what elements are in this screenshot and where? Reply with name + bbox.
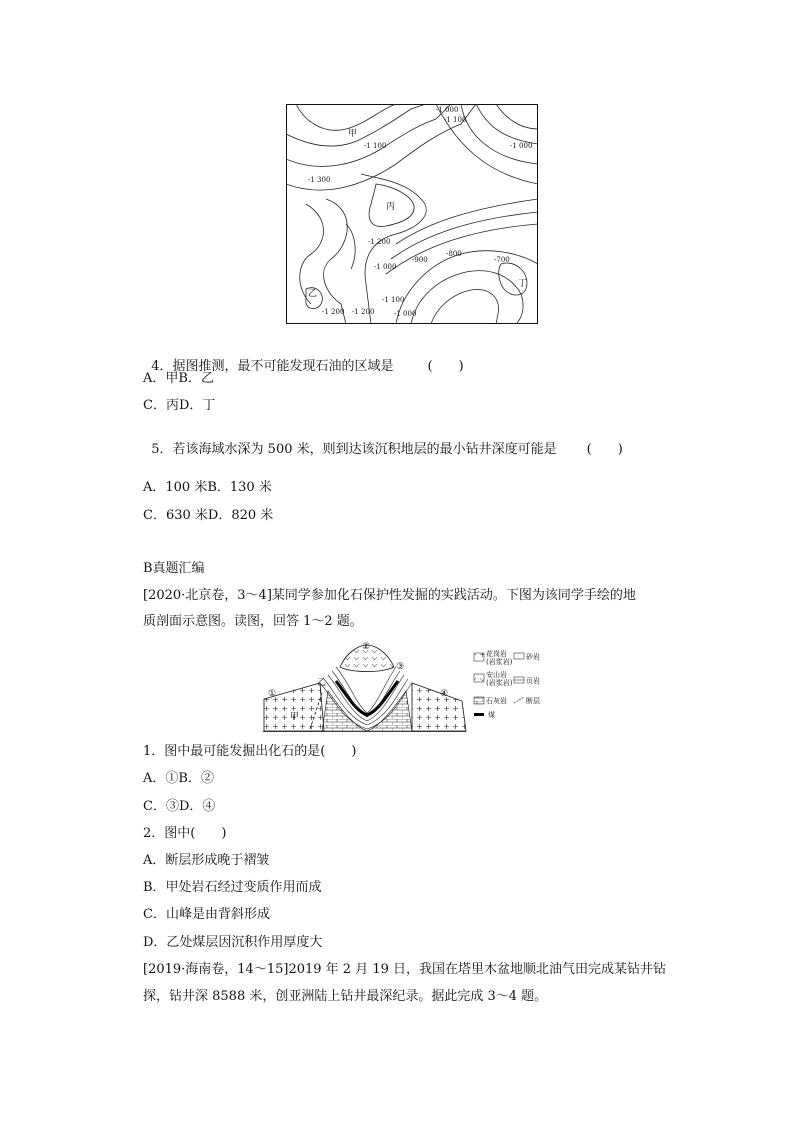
legend-sandstone: 砂岩 [526,653,540,661]
legend-granite: 花岗岩 [486,650,507,658]
place-yi: 乙 [308,289,318,299]
legend-andesite-sub: (岩浆岩) [486,679,513,687]
contour-label: -700 [494,256,510,264]
contour-label: -900 [412,256,428,264]
question-4-options-ab: A．甲B．乙 [143,371,214,386]
section-outro-line1: [2019·海南卷，14～15]2019 年 2 月 19 日，我国在塔里木盆地顺北油气田完成某钻井钻 [143,962,667,977]
point-4: ④ [440,689,449,699]
legend-andesite: 安山岩 [486,671,507,679]
question-1-options-cd: C．③D．④ [143,799,216,814]
contour-label: -800 [446,250,462,258]
question-2-option-b: B．甲处岩石经过变质作用而成 [143,880,322,895]
coal-seam [336,681,398,715]
point-3: ③ [396,662,405,672]
place-jia: 甲 [348,129,358,139]
question-2-stem: 2．图中( ) [143,826,227,841]
legend-limestone: 石灰岩 [486,697,507,705]
section-intro-line2: 质剖面示意图。读图，回答 1～2 题。 [143,614,363,629]
question-4-blank: ( ) [427,359,464,374]
contour-label: -1 300 [308,176,331,184]
contour-label: -1 200 [322,308,345,316]
place-yi-label: 乙 [317,678,327,688]
legend-coal: 煤 [488,711,495,719]
question-1-options-ab: A．①B．② [143,771,214,786]
question-5-options-ab: A．100 米B．130 米 [143,480,272,495]
question-2-option-c: C．山峰是由背斜形成 [143,907,270,922]
legend-fault: 断层 [526,697,540,705]
contour-map-figure [286,104,538,324]
question-5-blank: ( ) [586,442,623,457]
geologic-section-figure [262,641,542,733]
place-bing: 丙 [386,202,396,212]
point-2: ② [362,642,371,652]
question-5-text: 5．若该海域水深为 500 米，则到达该沉积地层的最小钻井深度可能是 [151,442,557,457]
question-1-stem: 1．图中最可能发掘出化石的是( ) [143,744,357,759]
section-outro-line2: 探，钻井深 8588 米，创亚洲陆上钻井最深纪录。据此完成 3～4 题。 [143,989,548,1004]
contour-label: -1 000 [374,263,397,271]
legend-granite-sub: (岩浆岩) [486,658,513,666]
question-2-option-a: A．断层形成晚于褶皱 [143,853,270,868]
granite-body-right [412,683,466,731]
contour-label: -1 000 [394,310,417,318]
contour-label: -1 100 [382,296,405,304]
contour-label: -1 200 [368,238,391,246]
question-4-options-cd: C．丙D．丁 [143,398,216,413]
section-heading: B真题汇编 [143,561,205,576]
question-5-stem [143,426,623,458]
legend [474,649,540,719]
question-5-options-cd: C．630 米D．820 米 [143,508,274,523]
contour-label: -1 200 [352,308,375,316]
legend-shale: 页岩 [526,677,540,685]
contour-label: -1 000 [436,106,459,114]
contour-label: -1 000 [510,142,533,150]
place-jia-label: 甲 [290,712,300,722]
place-ding: 丁 [518,279,528,289]
section-intro-line1: [2020·北京卷，3～4]某同学参加化石保护性发掘的实践活动。下图为该同学手绘的地 [143,588,636,603]
contour-label: -1 100 [444,116,467,124]
question-2-option-d: D．乙处煤层因沉积作用厚度大 [143,935,323,950]
contour-label: -1 100 [364,142,387,150]
question-4-text: 4．据图推测，最不可能发现石油的区域是 [151,359,394,374]
point-1: ① [268,689,277,699]
